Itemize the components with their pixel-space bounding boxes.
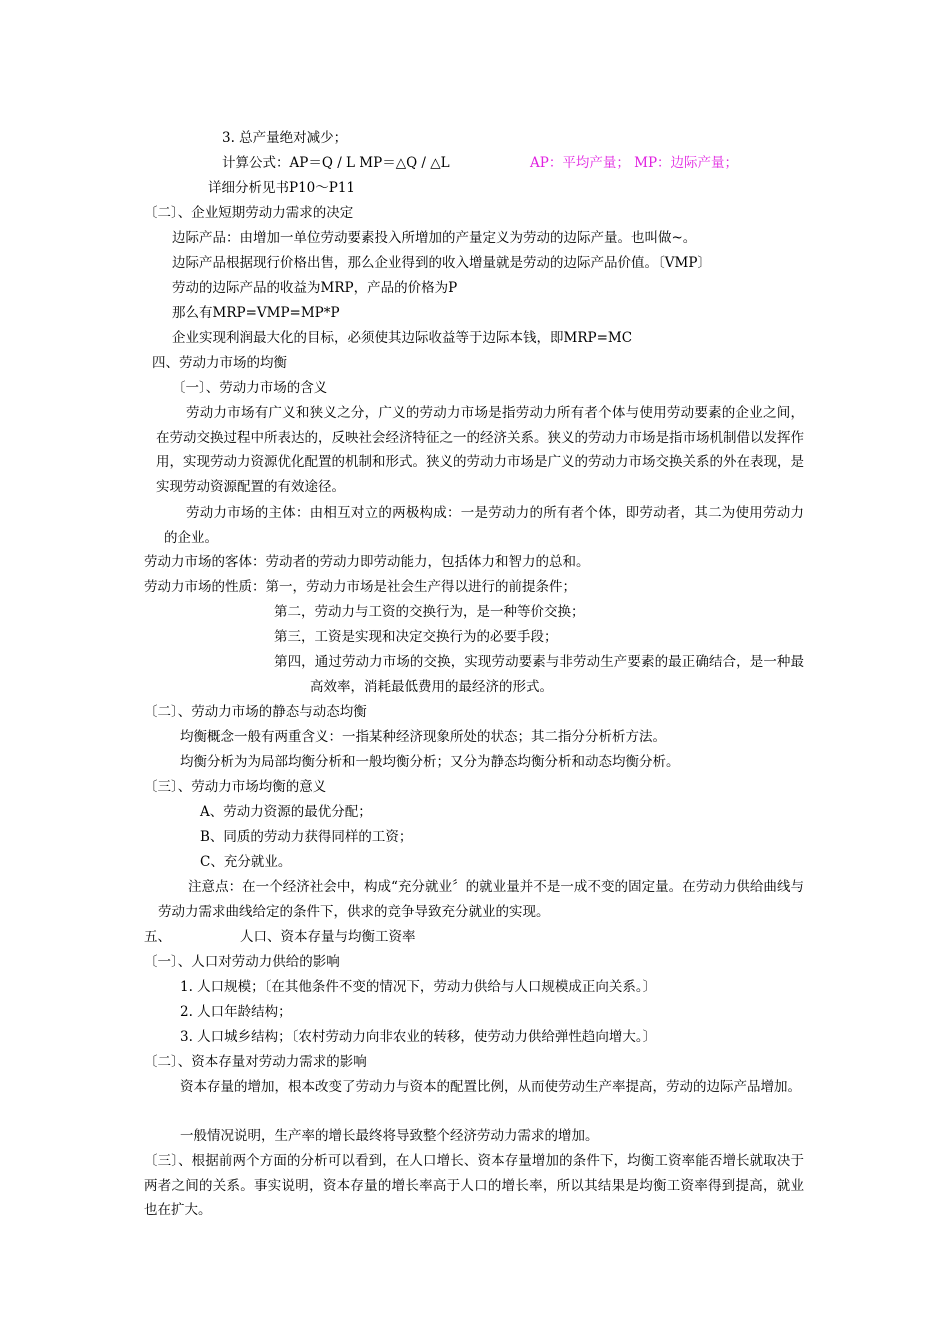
paragraph-capital-stock: 资本存量的增加，根本改变了劳动力与资本的配置比例，从而使劳动生产率提高，劳动的边际产品增加。 bbox=[180, 1079, 801, 1095]
line-total-output-decrease: 3. 总产量绝对减少； bbox=[222, 130, 348, 146]
section-heading: 〔一〕、人口对劳动力供给的影响 bbox=[144, 954, 340, 970]
paragraph-line: 一般情况说明，生产率的增长最终将导致整个经济劳动力需求的增加。 bbox=[180, 1128, 599, 1144]
section-heading: 〔三〕、劳动力市场均衡的意义 bbox=[144, 779, 327, 795]
section-heading: 〔二〕、劳动力市场的静态与动态均衡 bbox=[144, 704, 367, 720]
paragraph-line: 那么有MRP=VMP=MP*P bbox=[172, 305, 340, 321]
list-item: 1. 人口规模；〔在其他条件不变的情况下，劳动力供给与人口规模成正向关系。〕 bbox=[180, 979, 657, 995]
paragraph-line: 边际产品：由增加一单位劳动要素投入所增加的产量定义为劳动的边际产量。也叫做~。 bbox=[172, 230, 697, 246]
list-item: A、劳动力资源的最优分配； bbox=[200, 804, 372, 820]
list-item: C、充分就业。 bbox=[200, 854, 292, 870]
paragraph-conclusion: 〔三〕、根据前两个方面的分析可以看到，在人口增长、资本存量增加的条件下，均衡工资率能否增长就取决于两者之间的关系。事实说明，资本存量的增长率高于人口的增长率，所以其结果是均衡工资率得到提高，就业也在扩大。 bbox=[144, 1153, 804, 1218]
formula-line: 计算公式：AP＝Q / L MP＝△Q / △L bbox=[222, 155, 450, 171]
list-item: 2. 人口年龄结构； bbox=[180, 1004, 292, 1020]
paragraph-market-definition: 劳动力市场有广义和狭义之分，广义的劳动力市场是指劳动力所有者个体与使用劳动要素的企业之间，在劳动交换过程中所表达的，反映社会经济特征之一的经济关系。狭义的劳动力市场是指市场机制借以发挥作用，实现劳动力资源优化配置的机制和形式。狭义的劳动力市场是广义的劳动力市场交换关系的外在表现，是实现劳动资源配置的有效途径。 bbox=[156, 405, 804, 495]
list-item: 第四，通过劳动力市场的交换，实现劳动要素与非劳动生产要素的最正确结合，是一种最高效率，消耗最低费用的最经济的形式。 bbox=[274, 654, 804, 695]
reference-line: 详细分析见书P10～P11 bbox=[208, 180, 356, 196]
list-item: B、同质的劳动力获得同样的工资； bbox=[200, 829, 413, 845]
paragraph-line: 劳动力市场的性质：第一，劳动力市场是社会生产得以进行的前提条件； bbox=[144, 579, 576, 595]
paragraph-line: 均衡分析为为局部均衡分析和一般均衡分析；又分为静态均衡分析和动态均衡分析。 bbox=[180, 754, 680, 770]
paragraph-market-subject: 劳动力市场的主体：由相互对立的两极构成：一是劳动力的所有者个体，即劳动者，其二为使用劳动力的企业。 bbox=[164, 505, 804, 546]
paragraph-line: 劳动力市场的客体：劳动者的劳动力即劳动能力，包括体力和智力的总和。 bbox=[144, 554, 590, 570]
list-item: 第二，劳动力与工资的交换行为，是一种等价交换； bbox=[274, 604, 585, 620]
section-heading: 〔二〕、企业短期劳动力需求的决定 bbox=[144, 205, 354, 221]
paragraph-line: 劳动的边际产品的收益为MRP，产品的价格为P bbox=[172, 280, 458, 296]
section-heading: 〔一〕、劳动力市场的含义 bbox=[172, 380, 328, 396]
list-item: 第三，工资是实现和决定交换行为的必要手段； bbox=[274, 629, 558, 645]
formula-note: AP：平均产量； MP：边际产量； bbox=[530, 155, 739, 171]
paragraph-note: 注意点：在一个经济社会中，构成“充分就业〞的就业量并不是一成不变的固定量。在劳动力供给曲线与劳动力需求曲线给定的条件下，供求的竞争导致充分就业的实现。 bbox=[158, 879, 804, 920]
chapter-heading: 人口、资本存量与均衡工资率 bbox=[240, 929, 416, 945]
list-item: 3. 人口城乡结构；〔农村劳动力向非农业的转移，使劳动力供给弹性趋向增大。〕 bbox=[180, 1029, 657, 1045]
chapter-heading: 四、劳动力市场的均衡 bbox=[152, 355, 287, 371]
paragraph-line: 企业实现利润最大化的目标，必须使其边际收益等于边际本钱，即MRP=MC bbox=[172, 330, 633, 346]
paragraph-line: 边际产品根据现行价格出售，那么企业得到的收入增量就是劳动的边际产品价值。〔VMP〕 bbox=[172, 255, 711, 271]
section-heading: 〔二〕、资本存量对劳动力需求的影响 bbox=[144, 1054, 367, 1070]
chapter-number: 五、 bbox=[144, 929, 171, 945]
paragraph-line: 均衡概念一般有两重含义：一指某种经济现象所处的状态；其二指分分析析方法。 bbox=[180, 729, 666, 745]
